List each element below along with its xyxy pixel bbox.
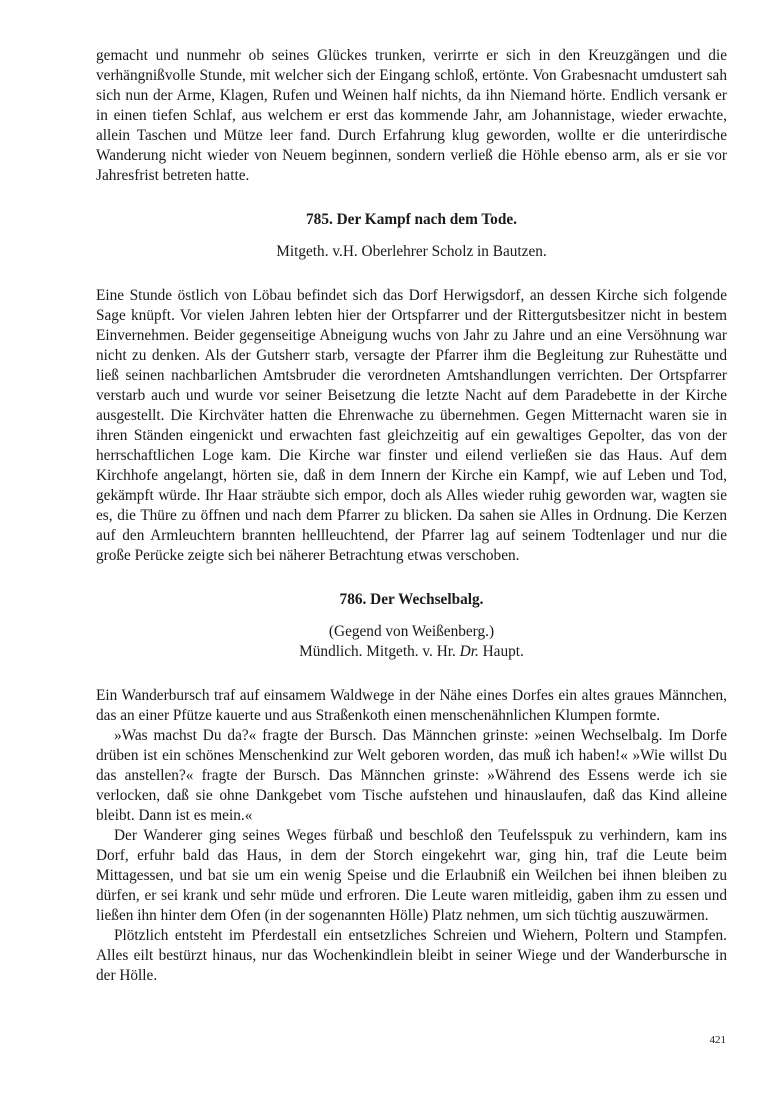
section-786-paragraph-4: Plötzlich entsteht im Pferdestall ein entsetzliches Schreien und Wiehern, Poltern und Stampfen. Alles eilt bestürzt hinaus, nur das Wochenkindlein bleibt in seiner Wiege und der Wanderbursche in der Hölle. bbox=[96, 927, 727, 984]
section-786-paragraph-2: »Was machst Du da?« fragte der Bursch. Das Männchen grinste: »einen Wechselbalg. Im Dorfe drüben ist ein schönes Menschenkind zur Welt geboren worden, das muß ich haben!« »Wie willst Du das anstellen?« fragte der Bursch. Das Männchen grinste: »Während des Essens werde ich sie verlocken, daß sie ohne Dankgebet vom Tische aufstehen und hinauslaufen, daß das Kind alleine bleibt. Dann ist es mein.« bbox=[96, 727, 727, 824]
section-785-title: 785. Der Kampf nach dem Tode. bbox=[306, 211, 517, 228]
section-786-source-credit bbox=[96, 642, 727, 662]
section-785-source: Mitgeth. v.H. Oberlehrer Scholz in Bautzen. bbox=[276, 243, 547, 260]
source-credit-prefix: Mündlich. Mitgeth. v. Hr. bbox=[299, 643, 460, 660]
source-credit-title: Dr. bbox=[459, 643, 479, 660]
page-number: 421 bbox=[709, 1034, 726, 1046]
section-785-paragraph: Eine Stunde östlich von Löbau befindet sich das Dorf Herwigsdorf, an dessen Kirche sich folgende Sage knüpft. Vor vielen Jahren lebten hier der Ortspfarrer und der Rittergutsbesitzer nicht in bestem Einvernehmen. Beider gegenseitige Abneigung wuchs von Jahr zu Jahre und an eine Versöhnung war nicht zu denken. Als der Gutsherr starb, versagte der Pfarrer ihm die Begleitung zur Ruhestätte und ließ seinen nachbarlichen Amtsbruder die verordneten Amtshandlungen verrichten. Der Ortspfarrer verstarb auch und wurde vor seiner Beisetzung die letzte Nacht auf dem Paradebette in der Kirche ausgestellt. Die Kirchväter hatten die Ehrenwache zu übernehmen. Gegen Mitternacht waren sie in ihren Ständen eingenickt und erwachten fast gleichzeitig auf ein gewaltiges Gepolter, das von der herrschaftlichen Loge kam. Die Kirche war finster und eilend verließen sie das Haus. Auf dem Kirchhofe angelangt, hörten sie, daß in dem Innern der Kirche ein Kampf, wie auf Leben und Tod, gekämpft würde. Ihr Haar sträubte sich empor, doch als Alles wieder ruhig geworden war, wagten sie es, die Thüre zu öffnen und nach dem Pfarrer zu blicken. Da sahen sie Alles in Ordnung. Die Kerzen auf den Armleuchtern brannten hellleuchtend, der Pfarrer lag auf seinem Todtenlager und nur die große Perücke zeigte sich bei näherer Betrachtung etwas verschoben. bbox=[96, 287, 727, 564]
page-body bbox=[96, 46, 727, 986]
section-786-title: 786. Der Wechselbalg. bbox=[339, 591, 484, 608]
section-786-paragraph-3: Der Wanderer ging seines Weges fürbaß und beschloß den Teufelsspuk zu verhindern, kam ins Dorf, erfuhr bald das Haus, in dem der Storch eingekehrt war, ging hin, traf die Leute beim Mittagessen, und bat sie um ein wenig Speise und die Erlaubniß ein Weilchen bei ihnen bleiben zu dürfen, er sei krank und sehr müde und erfroren. Die Leute waren mitleidig, gaben ihm zu essen und ließen ihn hinter dem Ofen (in der sogenannten Hölle) Platz nehmen, um sich tüchtig auszuwärmen. bbox=[96, 827, 727, 924]
continuation-paragraph: gemacht und nunmehr ob seines Glückes trunken, verirrte er sich in den Kreuzgängen und die verhängnißvolle Stunde, mit welcher sich der Eingang schloß, ertönte. Von Grabesnacht umdustert sah sich nun der Arme, Klagen, Rufen und Weinen half nichts, da ihn Niemand hörte. Endlich versank er in einen tiefen Schlaf, aus welchem er erst das kommende Jahr, am Johannistage, wieder erwachte, allein Taschen und Mütze leer fand. Durch Erfahrung klug geworden, wollte er die unterirdische Wanderung nicht wieder von Neuem beginnen, sondern verließ die Höhle ebenso arm, als er sie vor Jahresfrist betreten hatte. bbox=[96, 47, 727, 184]
source-credit-suffix: Haupt. bbox=[478, 643, 524, 660]
section-786-source-region: (Gegend von Weißenberg.) bbox=[328, 623, 495, 640]
section-786-paragraph-1: Ein Wanderbursch traf auf einsamem Waldwege in der Nähe eines Dorfes ein altes graues Männchen, das an einer Pfütze kauerte und aus Straßenkoth einen menschenähnlichen Klumpen formte. bbox=[96, 687, 727, 724]
